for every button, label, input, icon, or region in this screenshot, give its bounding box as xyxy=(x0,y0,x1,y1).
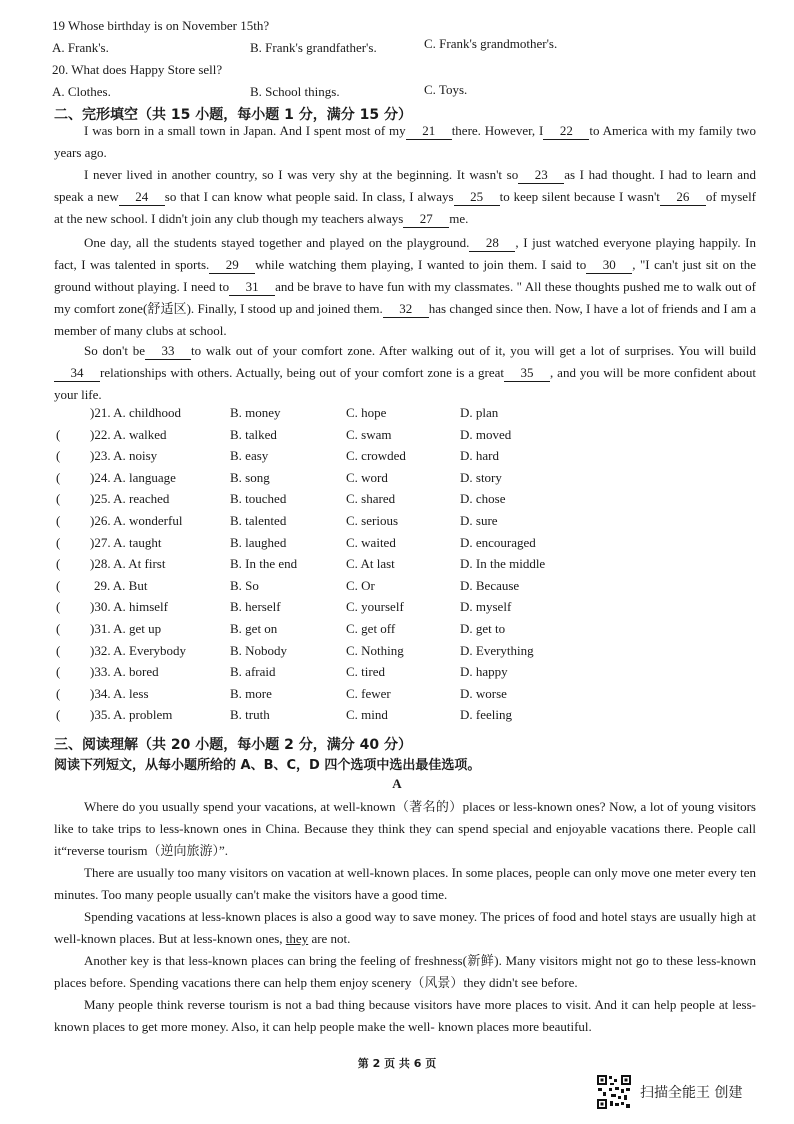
cloze-blank-34[interactable]: 34 xyxy=(54,365,100,382)
cloze-blank-21[interactable]: 21 xyxy=(406,123,452,140)
question-number-option-a: )33. A. bored xyxy=(90,664,159,680)
cloze-paragraph-1 xyxy=(54,120,756,164)
answer-paren: ( xyxy=(56,448,61,464)
answer-paren: ( xyxy=(56,599,61,615)
reading-instruction: 阅读下列短文，从每小题所给的 A、B、C，D 四个选项中选出最佳选项。 xyxy=(54,758,481,773)
cloze-text: to walk out of your comfort zone. After walking out of it, you will get a lot of surprises. You will build xyxy=(190,343,756,358)
cloze-blank-25[interactable]: 25 xyxy=(454,189,500,206)
question-number-option-a: )22. A. walked xyxy=(90,426,167,442)
cloze-blank-35[interactable]: 35 xyxy=(504,365,550,382)
option-b: B. truth xyxy=(230,707,270,723)
cloze-option-row xyxy=(54,664,574,686)
option-c: C. shared xyxy=(346,491,396,507)
option-c: C. At last xyxy=(346,556,395,572)
option-d: D. Everything xyxy=(460,642,534,658)
answer-paren: ( xyxy=(56,556,61,572)
reading-paragraph-3-tail: are not. xyxy=(308,931,351,946)
cloze-text: as I had thought. I had to learn and speak a new xyxy=(54,167,756,204)
option-c: C. tired xyxy=(346,664,385,680)
option-b: B. get on xyxy=(230,620,278,636)
option-d: D. moved xyxy=(460,426,512,442)
cloze-option-row xyxy=(54,621,574,643)
option-c: C. yourself xyxy=(346,599,404,615)
question-number-option-a: )26. A. wonderful xyxy=(90,512,183,528)
q20-option-b: B. School things. xyxy=(250,84,340,99)
answer-paren: ( xyxy=(56,534,61,550)
cloze-text: relationships with others. Actually, being out of your comfort zone is a great xyxy=(100,365,505,380)
option-b: B. Nobody xyxy=(230,642,288,658)
cloze-blank-29[interactable]: 29 xyxy=(209,257,255,274)
reading-paragraph-3 xyxy=(54,906,756,950)
option-c: C. serious xyxy=(346,512,398,528)
option-c: C. crowded xyxy=(346,448,406,464)
option-c: C. swam xyxy=(346,426,392,442)
reading-paragraph-3-text: Spending vacations at less-known places is also a good way to save money. The prices of food and hotel stays are usually high at well-known places. But at less-known ones, xyxy=(54,909,756,946)
option-c: C. get off xyxy=(346,620,396,636)
answer-paren: ( xyxy=(56,426,61,442)
q19-question: 19 Whose birthday is on November 15th? xyxy=(52,18,270,33)
question-number-option-a: )31. A. get up xyxy=(90,620,162,636)
cloze-text: One day, all the students stayed together and played on the playground. xyxy=(84,235,470,250)
cloze-blank-30[interactable]: 30 xyxy=(586,257,632,274)
question-number-option-a: )30. A. himself xyxy=(90,599,168,615)
cloze-text: So don't be xyxy=(84,343,145,358)
cloze-blank-23[interactable]: 23 xyxy=(518,167,564,184)
option-d: D. plan xyxy=(460,405,499,420)
section-label: A xyxy=(392,776,402,791)
cloze-text: , "I can't just sit on the ground without playing. I need to xyxy=(54,257,757,294)
q19-option-a: A. Frank's. xyxy=(52,40,109,55)
cloze-text: and be brave to have fun with my classmates. " All these thoughts pushed me to walk out of my comfort zone(舒适区). Finally, I stood up and joined them. xyxy=(54,279,757,316)
option-d: D. hard xyxy=(460,448,499,464)
q20-question: 20. What does Happy Store sell? xyxy=(52,62,223,77)
cloze-blank-31[interactable]: 31 xyxy=(229,279,275,296)
cloze-text: there. However, I xyxy=(451,123,544,138)
question-number-option-a: )27. A. taught xyxy=(90,534,162,550)
q20-option-a: A. Clothes. xyxy=(52,84,111,99)
reading-paragraph-4: Another key is that less-known places can bring the feeling of freshness(新鲜). Many visitors might not go to these less-known places before. Spending vacations there can help them enjoy scenery（风景）they didn't see before. xyxy=(54,953,756,990)
option-b: B. money xyxy=(230,405,281,420)
option-b: B. talked xyxy=(230,426,277,442)
cloze-paragraph-3 xyxy=(54,232,756,342)
cloze-option-row xyxy=(54,578,574,600)
question-number-option-a: )35. A. problem xyxy=(90,707,173,723)
cloze-paragraph-2 xyxy=(54,164,756,230)
cloze-text: while watching them playing, I wanted to join them. I said to xyxy=(255,257,587,272)
question-number-option-a: 29. A. But xyxy=(94,577,148,593)
option-c: C. Or xyxy=(346,577,375,593)
question-number-option-a: )28. A. At first xyxy=(90,556,166,572)
option-d: D. Because xyxy=(460,577,520,593)
option-b: B. laughed xyxy=(230,534,287,550)
cloze-text: to keep silent because I wasn't xyxy=(499,189,660,204)
option-d: D. worse xyxy=(460,685,507,701)
cloze-blank-27[interactable]: 27 xyxy=(403,211,449,228)
page-number: 第 2 页 共 6 页 xyxy=(357,1057,437,1070)
option-d: D. chose xyxy=(460,491,506,507)
cloze-option-row xyxy=(54,599,574,621)
cloze-text: so that I can know what people said. In class, I always xyxy=(164,189,454,204)
question-number-option-a: )34. A. less xyxy=(90,685,149,701)
cloze-text: , I just watched everyone playing happily. In fact, I was talented in sports. xyxy=(54,235,757,272)
option-d: D. get to xyxy=(460,620,506,636)
answer-paren: ( xyxy=(56,491,61,507)
answer-paren: ( xyxy=(56,707,61,723)
reading-heading: 三、阅读理解（共 20 小题，每小题 2 分，满分 40 分） xyxy=(54,737,412,753)
question-number-option-a: )24. A. language xyxy=(90,469,176,485)
q19-option-b: B. Frank's grandfather's. xyxy=(250,40,377,55)
answer-paren: ( xyxy=(56,620,61,636)
cloze-options-table xyxy=(54,405,574,729)
scanner-watermark: 扫描全能王 创建 xyxy=(640,1085,743,1101)
cloze-option-row xyxy=(54,470,574,492)
question-number-option-a: )23. A. noisy xyxy=(90,448,158,464)
option-b: B. song xyxy=(230,469,270,485)
option-d: D. happy xyxy=(460,664,508,680)
cloze-blank-26[interactable]: 26 xyxy=(660,189,706,206)
option-c: C. fewer xyxy=(346,685,391,701)
cloze-blank-24[interactable]: 24 xyxy=(119,189,165,206)
option-c: C. Nothing xyxy=(346,642,404,658)
cloze-option-row xyxy=(54,643,574,665)
cloze-text: I never lived in another country, so I was very shy at the beginning. It wasn't so xyxy=(84,167,519,182)
option-d: D. feeling xyxy=(460,707,512,723)
qr-code-icon xyxy=(596,1074,632,1110)
option-b: B. So xyxy=(230,577,259,593)
q19-option-c: C. Frank's grandmother's. xyxy=(424,36,558,51)
option-b: B. touched xyxy=(230,491,287,507)
option-c: C. hope xyxy=(346,405,387,420)
cloze-blank-32[interactable]: 32 xyxy=(383,301,429,318)
option-d: D. story xyxy=(460,469,502,485)
option-b: B. talented xyxy=(230,512,287,528)
option-d: D. encouraged xyxy=(460,534,536,550)
answer-paren: ( xyxy=(56,642,61,658)
question-number-option-a: )32. A. Everybody xyxy=(90,642,187,658)
reading-paragraph-2: There are usually too many visitors on vacation at well-known places. In some places, people can only move one meter every ten minutes. Too many people usually can't make the visitors have a good time. xyxy=(54,865,756,902)
cloze-option-row xyxy=(54,707,574,729)
cloze-blank-28[interactable]: 28 xyxy=(469,235,515,252)
answer-paren: ( xyxy=(56,577,61,593)
cloze-option-row xyxy=(54,491,574,513)
cloze-text: has changed since then. Now, I have a lot of friends and I am a member of many clubs at school. xyxy=(54,301,756,338)
cloze-blank-33[interactable]: 33 xyxy=(145,343,191,360)
question-number-option-a: )25. A. reached xyxy=(90,491,170,507)
cloze-option-row xyxy=(54,513,574,535)
option-d: D. In the middle xyxy=(460,556,546,572)
answer-paren: ( xyxy=(56,685,61,701)
cloze-option-row xyxy=(54,448,574,470)
cloze-option-row xyxy=(54,427,574,449)
cloze-option-row xyxy=(54,556,574,578)
answer-paren: ( xyxy=(56,512,61,528)
q20-option-c: C. Toys. xyxy=(424,82,468,97)
cloze-paragraph-4 xyxy=(54,340,756,406)
cloze-blank-22[interactable]: 22 xyxy=(543,123,589,140)
reading-paragraph-5: Many people think reverse tourism is not a bad thing because visitors have more places to visit. And it can help people at less-known places to get more money. Also, it can help people make the well- known places more beautiful. xyxy=(54,997,756,1034)
cloze-text: me. xyxy=(449,211,469,226)
cloze-option-row xyxy=(54,535,574,557)
cloze-text: , and you will be more confident about your life. xyxy=(54,365,756,402)
cloze-option-row xyxy=(54,686,574,708)
cloze-option-row xyxy=(54,405,574,427)
cloze-heading: 二、完形填空（共 15 小题，每小题 1 分，满分 15 分） xyxy=(54,107,412,123)
question-number-option-a: )21. A. childhood xyxy=(90,405,181,420)
cloze-text: to America with my family two years ago. xyxy=(54,123,756,160)
answer-paren: ( xyxy=(56,469,61,485)
option-c: C. word xyxy=(346,469,388,485)
option-c: C. mind xyxy=(346,707,388,723)
option-b: B. more xyxy=(230,685,272,701)
option-b: B. afraid xyxy=(230,664,276,680)
option-c: C. waited xyxy=(346,534,396,550)
option-b: B. herself xyxy=(230,599,281,615)
option-b: B. In the end xyxy=(230,556,298,572)
option-b: B. easy xyxy=(230,448,269,464)
option-d: D. myself xyxy=(460,599,512,615)
answer-paren: ( xyxy=(56,664,61,680)
cloze-text: I was born in a small town in Japan. And I spent most of my xyxy=(84,123,406,138)
reading-paragraph-1: Where do you usually spend your vacations, at well-known（著名的）places or less-known ones? Now, a lot of young visitors like to take trips to less-known ones in China. Because they think they can spend special and enjoyable vacations there. People call it“reverse tourism（逆向旅游）”. xyxy=(54,799,756,858)
underlined-word: they xyxy=(285,931,309,946)
cloze-text: of myself at the new school. I didn't join any club though my teachers always xyxy=(54,189,757,226)
option-d: D. sure xyxy=(460,512,498,528)
